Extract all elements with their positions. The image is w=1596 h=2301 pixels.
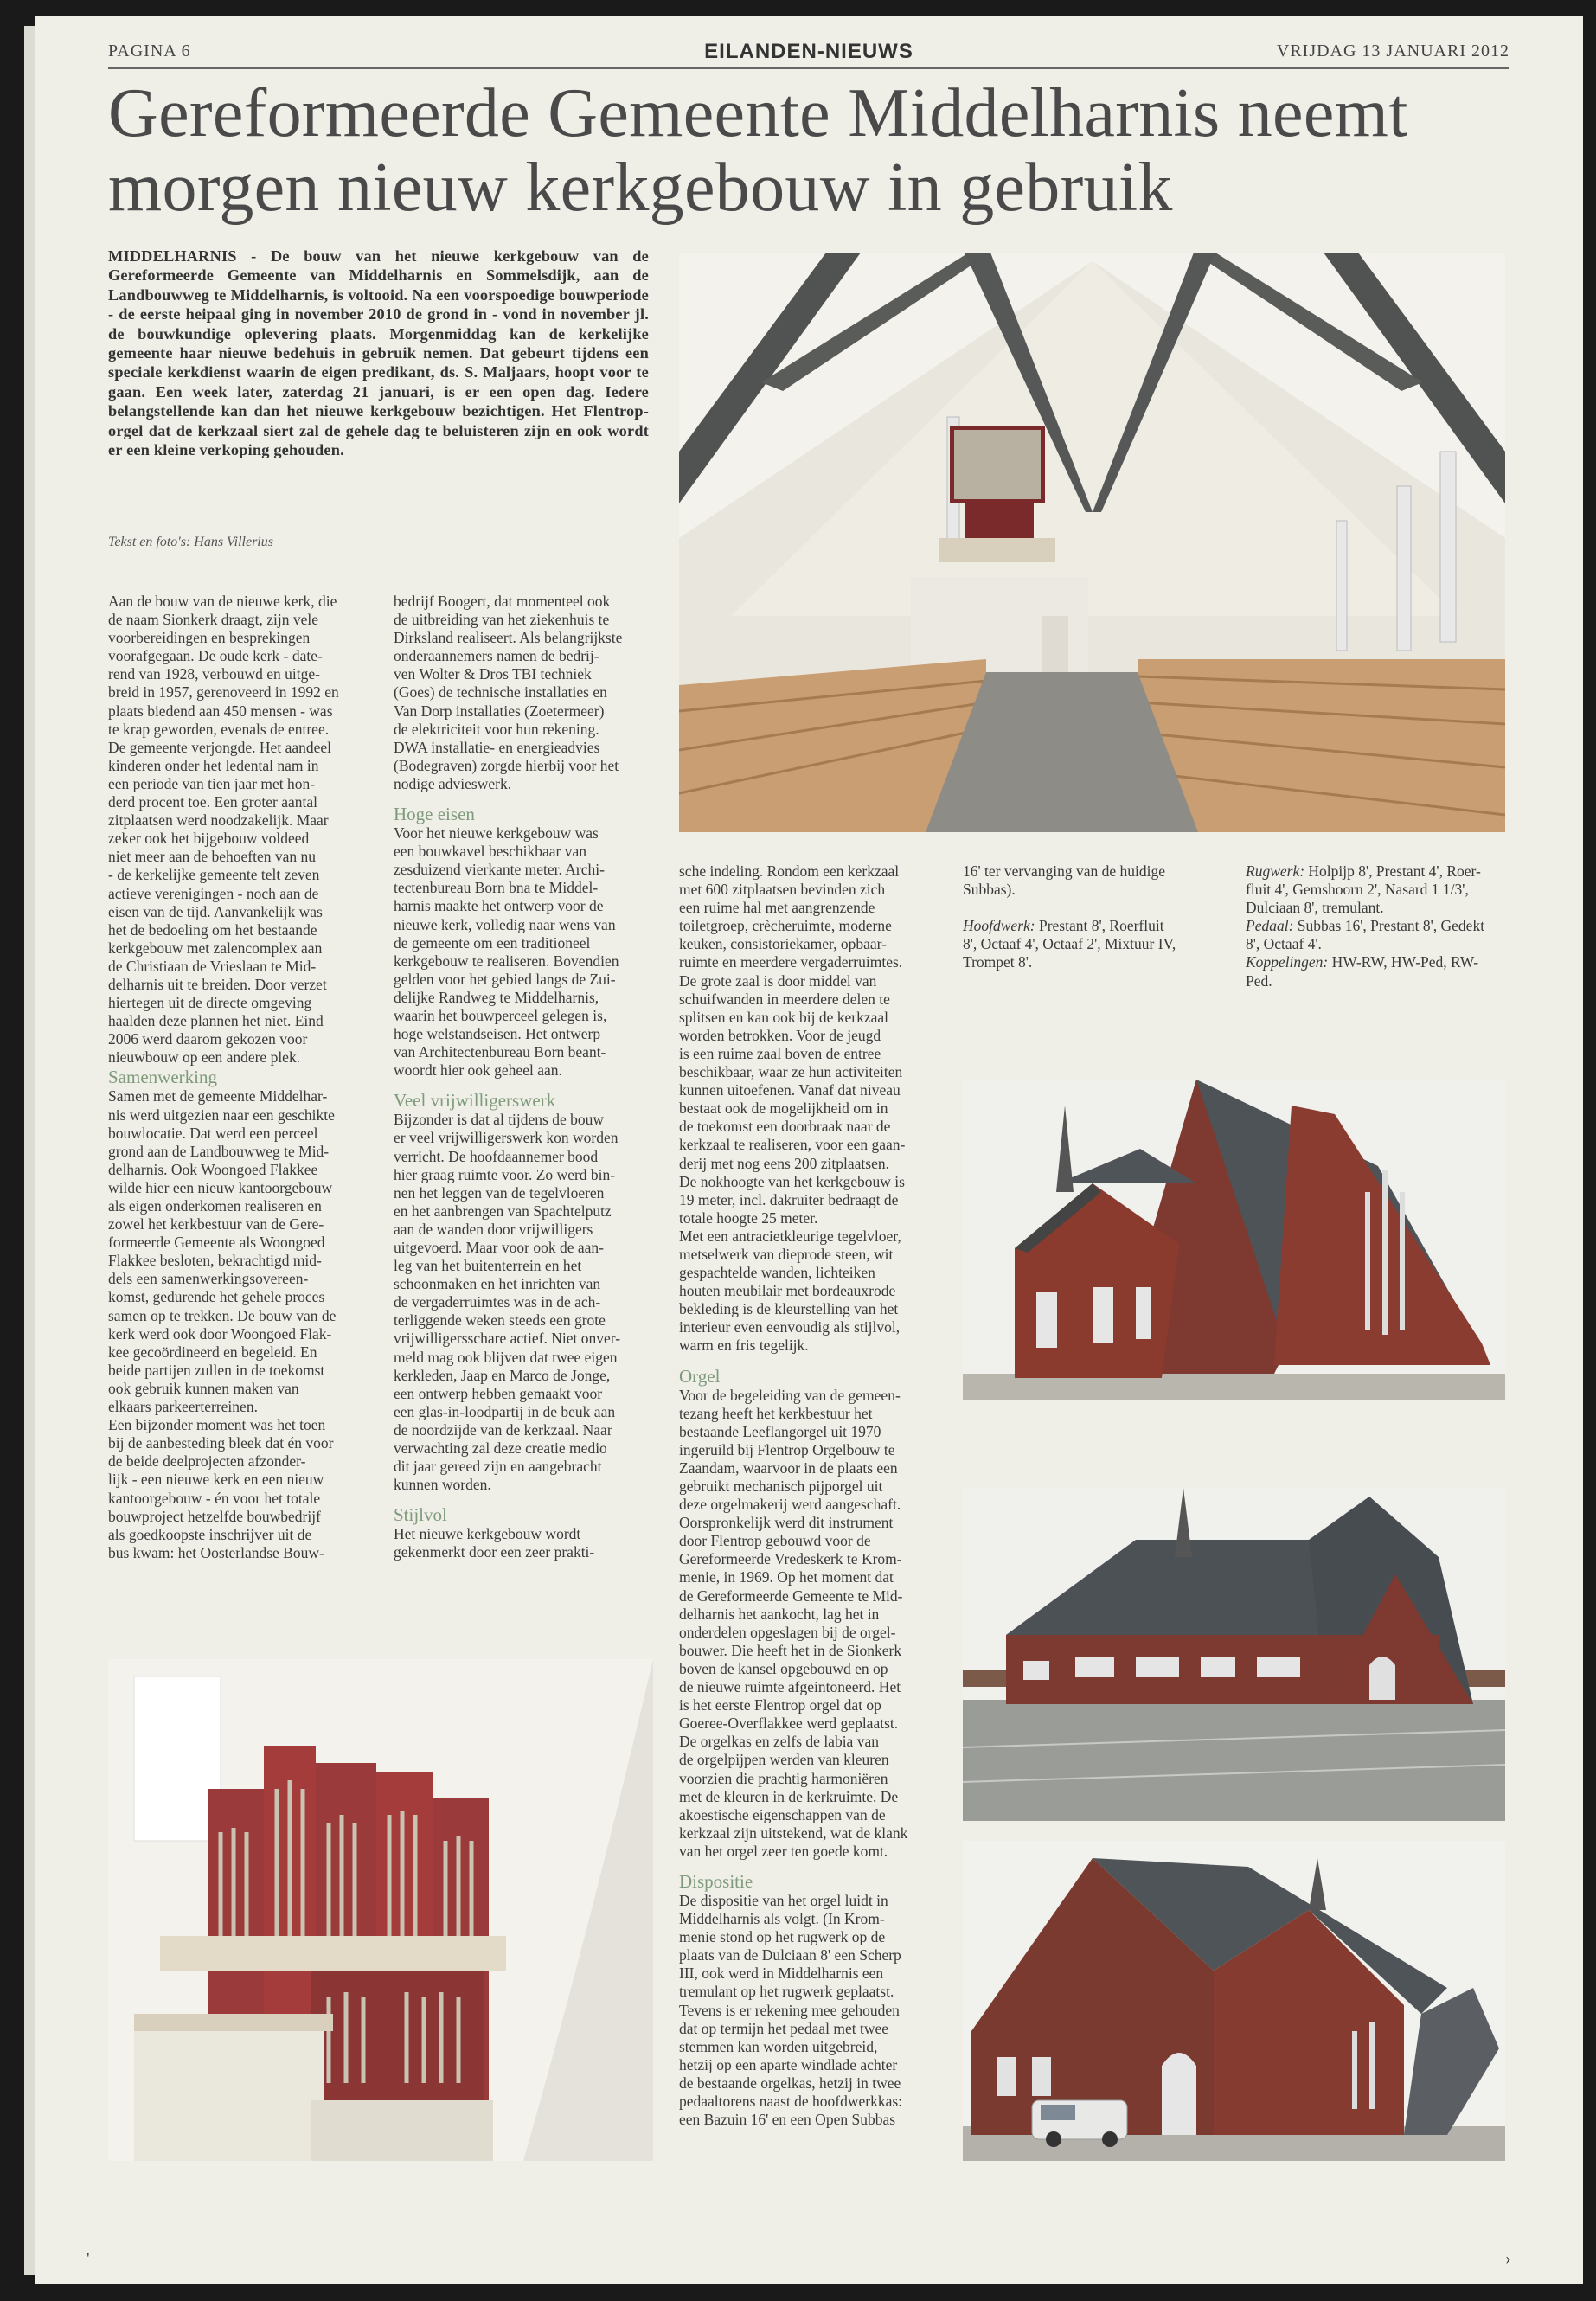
body-text: 16' ter vervanging van de huidige Subbas).	[963, 862, 1165, 899]
body-text: Samen met de gemeente Middelhar- nis werd uitgezien naar een geschikte bouwlocatie. Dat werd een perceel grond aan de Landbouwweg te Mid- delharnis. Ook Woongoed Flakkee wilde hier een nieuw kantoorgebouw als eigen onderkomen realiseren en zowel het kerkbestuur van de Gere- formeerde Gemeente als Woongoed Flakkee besloten, bekrachtigd mid- dels een samenwerkingsovereen- komst, gedurende het gehele proces samen op te trekken. De bouw van de kerk werd ook door Woongoed Flak- kee gecoördineerd en begeleid. En beide partijen zullen in de toekomst ook gebruik kunnen maken van elkaars parkeerterreinen. Een bijzonder moment was het toen bij de aanbesteding bleek dat én voor de beide deelprojecten afzonder- lijk - een nieuwe kerk en een nieuw kantoorgebouw - én voor het totale bouwproject hetzelfde bouwbedrijf als goedkoopste inschrijver uit de bus kwam: het Oosterlandse Bouw-	[108, 1087, 337, 1561]
body-text: Voor het nieuwe kerkgebouw was een bouwkavel beschikbaar van zesduizend vierkante meter. Archi- tectenbureau Born bna te Middel- harnis maakte het ontwerp voor de nieuwe kerk, volledig naar wens van de gemeente om een traditioneel kerkgebouw te realiseren. Bovendien gelden voor het gebied langs de Zui- delijke Randweg te Middelharnis, waarin het bouwperceel gelegen is, hoge welstandseisen. Het ontwerp van Architectenbureau Born beant- woordt hier ook geheel aan.	[394, 824, 619, 1080]
exterior-photo-3	[963, 1841, 1505, 2161]
exterior-photo-2-drawing	[963, 1488, 1505, 1821]
hoofdwerk-label: Hoofdwerk:	[963, 917, 1035, 935]
column-1	[108, 593, 376, 1562]
subheading-vrijwilligerswerk: Veel vrijwilligerswerk	[394, 1090, 556, 1112]
pedaal-stops: Subbas 16', Prestant 8', Gedekt 8', Octaaf 4'.	[1246, 917, 1485, 953]
subheading-samenwerking: Samenwerking	[108, 1067, 217, 1088]
subheading-hoge-eisen: Hoge eisen	[394, 804, 475, 825]
disposition-rugwerk	[1246, 862, 1509, 917]
column-4	[963, 862, 1214, 971]
hoofdwerk-stops: Prestant 8', Roerfluit 8', Octaaf 4', Octaaf 2', Mixtuur IV, Trompet 8'.	[963, 917, 1176, 971]
masthead: EILANDEN-NIEUWS	[704, 40, 913, 63]
column-2	[394, 593, 662, 1562]
interior-photo	[679, 253, 1505, 832]
exterior-photo-1	[963, 1080, 1505, 1400]
pedaal-label: Pedaal:	[1246, 917, 1294, 935]
organ-photo-drawing	[108, 1659, 653, 2161]
margin-mark-left: '	[87, 2249, 90, 2268]
body-text: Aan de bouw van de nieuwe kerk, die de naam Sionkerk draagt, zijn vele voorbereidingen en besprekingen voorafgegaan. De oude kerk - date- rend van 1928, verbouwd en uitge- breid in 1957, gerenoveerd in 1992 en plaats biedend aan 450 mensen - was te krap geworden, evenals de entree. De gemeente verjongde. Het aandeel kinderen onder het ledental nam in een periode van tien jaar met hon- derd procent toe. Een groter aantal zitplaatsen werd noodzakelijk. Maar zeker ook het bijgebouw voldeed niet meer aan de behoeften van nu - de kerkelijke gemeente telt zeven actieve verenigingen - noch aan de eisen van de tijd. Aanvankelijk was het de bedoeling om het bestaande kerkgebouw met zalencomplex aan de Christiaan de Vrieslaan te Mid- delharnis uit te breiden. Door verzet hiertegen uit de directe omgeving haalden deze plannen het niet. Eind 2006 werd daarom gekozen voor nieuwbouw op een andere plek.	[108, 593, 339, 1067]
page-header	[108, 40, 1509, 64]
organ-photo	[108, 1659, 653, 2161]
column-5	[1246, 862, 1509, 990]
body-text: Bijzonder is dat al tijdens de bouw er veel vrijwilligerswerk kon worden verricht. De hoofdaannemer bood hier graag ruimte voor. Zo werd bin- nen het leggen van de tegelvloeren en het aanbrengen van Spachtelputz aan de wanden door vrijwilligers uitgevoerd. Maar voor ook de aan- leg van het buitenterrein en het schoonmaken en het inrichten van de vergaderruimtes was in de ach- terliggende weken steeds een grote vrijwilligersschare actief. Niet onver- meld mag ook blijven dat twee eigen kerkleden, Jaap en Marco de Jonge, een ontwerp hebben gemaakt voor een glas-in-loodpartij in de beuk aan de noordzijde van de kerkzaal. Naar verwachting zal deze creatie medio dit jaar gereed zijn en aangebracht kunnen worden.	[394, 1111, 621, 1494]
subheading-orgel: Orgel	[679, 1365, 721, 1387]
column-3	[679, 862, 943, 2129]
rugwerk-stops: Holpijp 8', Prestant 4', Roer- fluit 4', Gemshoorn 2', Nasard 1 1/3', Dulciaan 8', tremulant.	[1246, 862, 1481, 917]
exterior-photo-2	[963, 1488, 1505, 1821]
rugwerk-label: Rugwerk:	[1246, 862, 1305, 880]
intro-paragraph: MIDDELHARNIS - De bouw van het nieuwe kerkgebouw van de Gereformeerde Gemeente van Middelharnis en Sommelsdijk, aan de Landbouwweg te Middelharnis, is voltooid. Na een voorspoedige bouwperiode - de eerste heipaal ging in november 2010 de grond in - vond in november jl. de bouwkundige oplevering plaats. Morgenmiddag kan de kerkelijke gemeente haar nieuwe bedehuis in gebruik nemen. Dat gebeurt tijdens een speciale kerkdienst waarin de eigen predikant, ds. S. Maljaars, hoopt voor te gaan. Een week later, zaterdag 21 januari, is er een open dag. Iedere belangstellende kan dan het nieuwe kerkgebouw bezichtigen. Het Flentrop-orgel dat de kerkzaal siert zal de gehele dag te beluisteren zijn en ook wordt er een kleine verkoping gehouden.	[108, 247, 649, 459]
body-text: sche indeling. Rondom een kerkzaal met 600 zitplaatsen bevinden zich een ruime hal met aangrenzende toiletgroep, crècheruimte, moderne keuken, consistoriekamer, opbaar- ruimte en meerdere vergaderruimtes. De grote zaal is door middel van schuifwanden in meerdere delen te splitsen en kan ook bij de kerkzaal worden betrokken. Voor de jeugd is een ruime zaal boven de entree beschikbaar, waar ze hun activiteiten kunnen uitoefenen. Vanaf dat niveau bestaat ook de mogelijkheid om in de toekomst een doorbraak naar de kerkzaal te realiseren, voor een gaan- derij met nog eens 200 zitplaatsen. De nokhoogte van het kerkgebouw is 19 meter, incl. dakruiter bedraagt de totale hoogte 25 meter. Met een antracietkleurige tegelvloer, metselwerk van dieprode steen, wit gespachtelde wanden, lichteiken houten meubilair met bordeauxrode bekleding is de kleurstelling van het interieur even eenvoudig als stijlvol, warm en fris tegelijk.	[679, 862, 906, 1355]
exterior-photo-3-drawing	[963, 1841, 1505, 2161]
disposition-koppelingen	[1246, 953, 1509, 990]
subheading-stijlvol: Stijlvol	[394, 1504, 447, 1526]
exterior-photo-1-drawing	[963, 1080, 1505, 1400]
body-text: De dispositie van het orgel luidt in Middelharnis als volgt. (In Krom- menie stond op het rugwerk op de plaats van de Dulciaan 8' een Scherp III, ook werd in Middelharnis een tremulant op het rugwerk geplaatst. Tevens is er rekening mee gehouden dat op termijn het pedaal met twee stemmen kan worden uitgebreid, hetzij op een aparte windlade achter de bestaande orgelkas, hetzij in twee pedaaltorens naast de hoofdwerkkas: een Bazuin 16' en een Open Subbas	[679, 1891, 903, 2129]
header-rule	[108, 67, 1509, 69]
body-text: Het nieuwe kerkgebouw wordt gekenmerkt door een zeer prakti-	[394, 1525, 595, 1561]
interior-photo-drawing	[679, 253, 1505, 832]
headline: Gereformeerde Gemeente Middelharnis neemt morgen nieuw kerkgebouw in gebruik	[108, 75, 1408, 226]
margin-mark-right: ›	[1505, 2249, 1511, 2268]
disposition-hoofdwerk	[963, 917, 1214, 971]
koppelingen-label: Koppelingen:	[1246, 953, 1329, 971]
body-text: bedrijf Boogert, dat momenteel ook de uitbreiding van het ziekenhuis te Dirksland realiseert. Als belangrijkste onderaannemers namen de bedrij- ven Wolter & Dros TBI techniek (Goes) de technische installaties en Van Dorp installaties (Zoetermeer) de elektriciteit voor hun rekening. DWA installatie- en energieadvies (Bodegraven) zorgde hierbij voor het nodige advieswerk.	[394, 593, 623, 792]
disposition-pedaal	[1246, 917, 1509, 953]
body-text: Voor de begeleiding van de gemeen- tezang heeft het kerkbestuur het bestaande Leeflangorgel uit 1970 ingeruild bij Flentrop Orgelbouw te Zaandam, waarvoor in de plaats een gebruikt mechanisch pijporgel uit deze orgelmakerij werd aangeschaft. Oorspronkelijk werd dit instrument door Flentrop gebouwd voor de Gereformeerde Vredeskerk te Krom- menie, in 1969. Op het moment dat de Gereformeerde Gemeente te Mid- delharnis het aankocht, lag het in onderdelen opgeslagen bij de orgel- bouwer. Die heeft het in de Sionkerk boven de kansel opgebouwd en op de nieuwe ruimte afgeintoneerd. Het is het eerste Flentrop orgel dat op Goeree-Overflakkee werd geplaatst. De orgelkas en zelfs de labia van de orgelpijpen werden van kleuren voorzien die prachtig harmoniëren met de kleuren in de kerkruimte. De akoestische eigenschappen van de kerkzaal zijn uitstekend, wat de klank van het orgel zeer ten goede komt.	[679, 1386, 908, 1860]
subheading-dispositie: Dispositie	[679, 1870, 753, 1892]
koppelingen-text: HW-RW, HW-Ped, RW- Ped.	[1246, 953, 1479, 990]
photo-credit: Tekst en foto's: Hans Villerius	[108, 535, 273, 549]
issue-date: VRIJDAG 13 JANUARI 2012	[1276, 42, 1509, 61]
page-number: PAGINA 6	[108, 42, 191, 61]
